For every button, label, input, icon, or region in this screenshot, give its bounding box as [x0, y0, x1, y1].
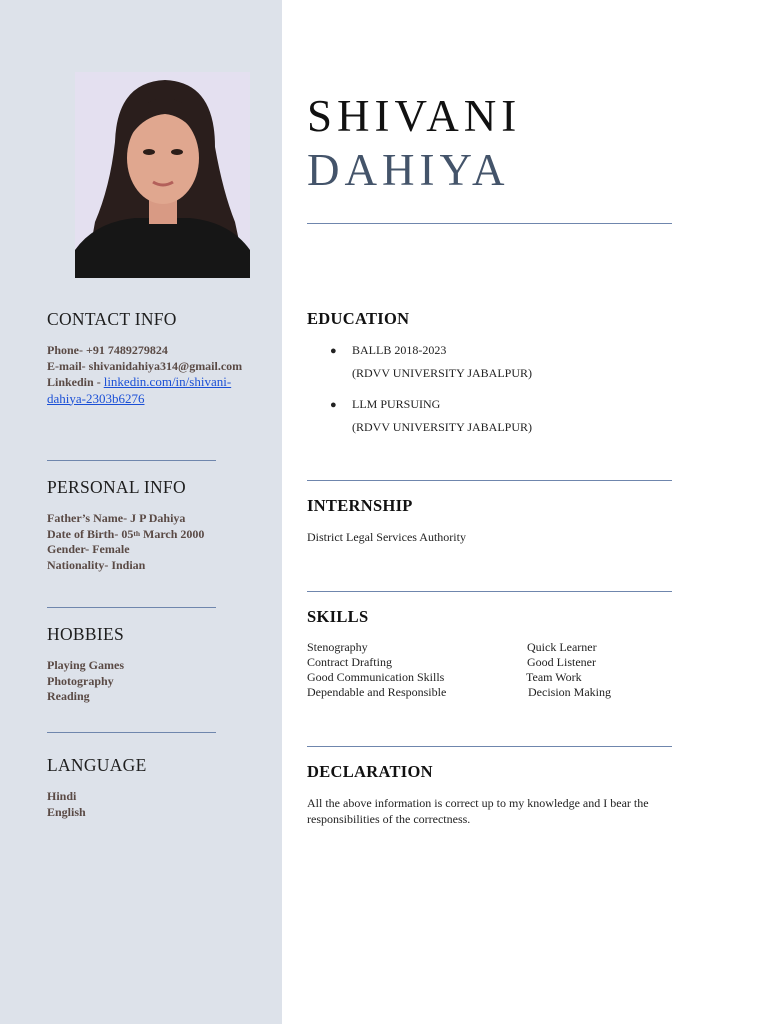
skill-item: Team Work [526, 670, 582, 684]
skill-item: Quick Learner [527, 640, 597, 654]
language-heading: LANGUAGE [47, 755, 147, 775]
divider [47, 732, 216, 733]
linkedin-label: Linkedin - [47, 375, 104, 389]
father-name-text: Father’s Name- J P Dahiya [47, 511, 186, 525]
email-text: E-mail- shivanidahiya314@gmail.com [47, 358, 243, 373]
contact-info-heading: CONTACT INFO [47, 309, 177, 329]
personal-info-heading: PERSONAL INFO [47, 477, 186, 497]
divider [47, 607, 216, 608]
profile-photo [75, 72, 250, 278]
skill-item: Good Listener [527, 655, 596, 669]
skill-item: Contract Drafting [307, 655, 392, 669]
education-item: ● BALLB 2018-2023 [330, 343, 447, 357]
declaration-text: All the above information is correct up to my knowledge and I bear the responsibilities of the correctness. [307, 796, 649, 826]
bullet-icon: ● [330, 345, 337, 357]
list-item: Hindi [47, 789, 77, 803]
divider [47, 460, 216, 461]
skill-item: Stenography [307, 640, 368, 654]
dob-text: Date of Birth- 05th March 2000 [47, 526, 205, 541]
list-item: Photography [47, 673, 114, 688]
divider [307, 746, 672, 747]
divider [307, 480, 672, 481]
skill-item: Good Communication Skills [307, 670, 445, 684]
bullet-icon: ● [330, 399, 337, 411]
linkedin-row [47, 374, 262, 391]
divider [307, 591, 672, 592]
gender-text: Gender- Female [47, 542, 130, 556]
education-item: ● LLM PURSUING [330, 397, 441, 411]
language-list [47, 789, 262, 820]
education-heading: EDUCATION [307, 309, 410, 328]
declaration-heading: DECLARATION [307, 762, 433, 781]
first-name: SHIVANI [307, 91, 522, 141]
personal-info-block [47, 511, 262, 573]
skill-item: Dependable and Responsible [307, 685, 447, 699]
sidebar [0, 0, 282, 1024]
list-item: Reading [47, 689, 90, 703]
skills-heading: SKILLS [307, 607, 369, 626]
phone-text: Phone- +91 7489279824 [47, 343, 168, 357]
list-item: English [47, 804, 86, 819]
internship-heading: INTERNSHIP [307, 496, 413, 515]
contact-info-block [47, 343, 262, 407]
last-name: DAHIYA [307, 145, 510, 195]
internship-text: District Legal Services Authority [307, 530, 466, 544]
education-institution: (RDVV UNIVERSITY JABALPUR) [352, 420, 533, 434]
divider [307, 223, 672, 224]
hobbies-heading: HOBBIES [47, 624, 124, 644]
education-institution: (RDVV UNIVERSITY JABALPUR) [352, 366, 533, 380]
hobbies-list [47, 658, 262, 705]
nationality-text: Nationality- Indian [47, 557, 146, 572]
skill-item: Decision Making [528, 685, 611, 699]
linkedin-link[interactable]: linkedin.com/in/shivani- [103, 374, 232, 389]
list-item: Playing Games [47, 658, 124, 672]
linkedin-link-cont[interactable]: dahiya-2303b6276 [47, 390, 145, 406]
